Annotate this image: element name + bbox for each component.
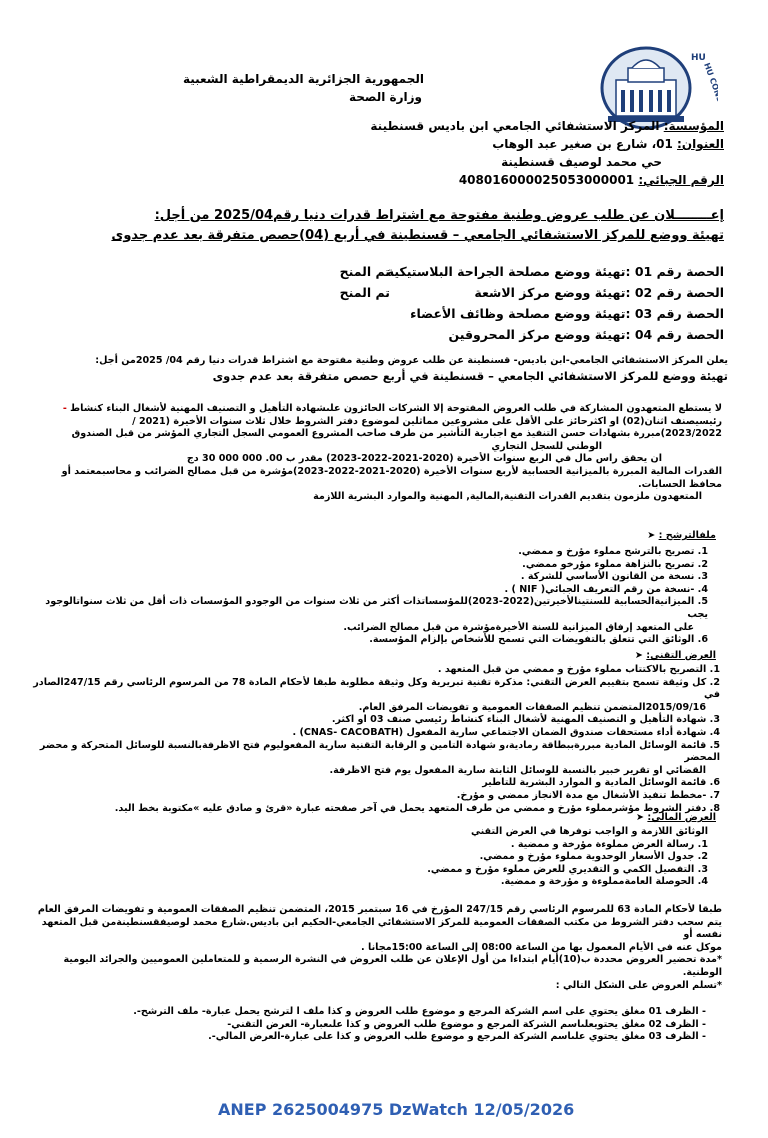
lot-label: الحصة رقم 01 :تهيئة ووضع مصلحة الجراحة البلاستيكية bbox=[386, 264, 724, 279]
list-item: 8. دفتر الشروط مؤشرمملوء مؤرخ و ممضي من طرف المتعهد يحمل في آخر صفحته عبارة «قرئ و صادق عليه »مكتوبة بخط اليد. bbox=[114, 802, 720, 814]
announce-line1: يعلن المركز الاستشفائي الجامعي-ابن باديس- قسنطينة عن طلب عروض وطنية مفتوحة مع اشتراط قدرات دنيا رقم 04/ 2025من أجل: bbox=[95, 355, 728, 366]
address-value: 01، شارع بن صغير عبد الوهاب bbox=[492, 137, 673, 151]
notice-subtitle: تهيئة ووضع للمركز الاستشفائي الجامعي – قسنطينة في أربع (04)حصص متفرقة بعد عدم جدوى bbox=[111, 228, 724, 243]
closing-block bbox=[22, 904, 722, 992]
footer-reference: ANEP 2625004975 DzWatch 12/05/2026 bbox=[218, 1100, 575, 1119]
closing-line: موكل عنه في الأيام المعمول بها من الساعة 08:00 إلى الساعة 15:00مجانا . bbox=[360, 941, 722, 953]
announce-line2: تهيئة ووضع للمركز الاستشفائي الجامعي – قسنطينة في أربع حصص متفرقة بعد عدم جدوى bbox=[212, 369, 728, 383]
conditions-block bbox=[22, 403, 722, 504]
lot-item bbox=[224, 264, 724, 279]
financial-intro: الوثائق اللازمة و الواجب توفرها في العرض التقني bbox=[470, 826, 708, 837]
list-item-cont: على المتعهد إرفاق الميزانية للسنة الأخيرةمؤشرة من قبل مصالح الضرائب. bbox=[343, 621, 694, 633]
address-label: العنوان: bbox=[677, 137, 724, 151]
condition-line: ان يحقق راس مال في الربع سنوات الأخيرة (2020-2021-2022-2023) مقدر ب 00. 000 000 30 دج bbox=[186, 453, 662, 465]
tax-label: الرقم الجبائي: bbox=[638, 173, 724, 187]
condition-line: محافظ الحسابات. bbox=[637, 478, 722, 490]
lot-label: الحصة رقم 02 :تهيئة ووضع مركز الاشعة bbox=[474, 285, 724, 300]
list-item: 3. التفصيل الكمي و التقديري للعرض مملوء مؤرخ و ممضي. bbox=[427, 863, 708, 875]
condition-line: لا يستطع المتعهدون المشاركة في طلب العروض المفتوحة إلا الشركات الحائزون علىشهادة التأهيل و التصنيف المهنية لأشغال البناء كنشاط - bbox=[62, 403, 722, 414]
institution-label: المؤسسة: bbox=[663, 119, 724, 133]
condition-line: الوطني للسجل التجاري bbox=[491, 440, 602, 452]
tax-value: 408016000025053000001 bbox=[458, 173, 635, 187]
notice-title: إعــــــــلان عن طلب عروض وطنية مفتوحة مع اشتراط قدرات دنيا رقم2025/04 من أجل: bbox=[154, 208, 724, 223]
list-item: 5. قائمة الوسائل المادية مبررةببطاقة رمادية،و شهادة التامين و الرقابة التقنية سارية المفعوليوم فتح الاظرفةبالنسبة للوسائل المتحركة و محضر المحضر bbox=[39, 739, 720, 764]
list-item: 6. الوثائق التي تتعلق بالتفويضات التي تسمح للأشخاص بإلزام المؤسسة. bbox=[369, 634, 708, 646]
list-item-cont: 2015/09/16المتضمن تنظيم الصفقات العمومية و تفويضات المرفق العام. bbox=[358, 701, 706, 713]
lot-item bbox=[224, 285, 724, 300]
condition-line: القدرات المالية المبررة بالميزانية الحسابية لأربع سنوات الأخيرة (2020-2021-2022-2023)مؤشرة من قبل مصالح الضرائب و محاسبمعتمد أو bbox=[61, 465, 722, 477]
address-line bbox=[24, 136, 724, 153]
lot-status: تم المنح bbox=[339, 264, 390, 279]
list-item: 2. جدول الأسعار الوحدوية مملوء مؤرخ و ممضي. bbox=[479, 851, 708, 863]
envelopes-list bbox=[26, 1006, 706, 1044]
envelope-item: - الظرف 03 مغلق يحتوي علىاسم الشركة المرجع و موضوع طلب العروض و كذا على عبارة-العرض المالي-. bbox=[208, 1031, 706, 1043]
republic-name: الجمهورية الجزائرية الديمقراطية الشعبية bbox=[182, 72, 424, 86]
institution-value: المركز الاستشفائي الجامعي ابن باديس قسنطينة bbox=[370, 119, 660, 133]
list-item-cont: القضائي او تقرير خبير بالنسبة للوسائل الثابتة سارية المفعول يوم فتح الاظرفة. bbox=[329, 764, 706, 776]
financial-list bbox=[28, 826, 708, 889]
ministry-name: وزارة الصحة bbox=[348, 90, 422, 104]
condition-line: 2023/2022)مبررة بشهادات حسن التنفيذ مع اجبارية التأشير من طرف صاحب المشروع العمومي السجل التجاري المؤشر من قبل الصندوق bbox=[71, 428, 722, 440]
condition-line: المتعهدون ملزمون بتقديم القدرات التقنية,المالية, المهنية والموارد البشرية اللازمة bbox=[313, 491, 702, 503]
candidature-heading: ملفالترشح : ➤ bbox=[647, 530, 716, 541]
lot-label: الحصة رقم 04 :تهيئة ووضع مركز المحروقين bbox=[448, 327, 724, 342]
condition-line: رئيسيصنف اثنان(02) او اكثرحائز على الأقل على مشروعين مماثلين لموضوع دفتر الشروط خلال ثلاث سنوات الأخيرة (2021 / bbox=[132, 415, 722, 427]
lot-status: تم المنح bbox=[339, 285, 390, 300]
list-item: 2. تصريح بالنزاهة مملوء مؤرخو ممضي. bbox=[522, 558, 708, 570]
candidature-list bbox=[28, 546, 708, 647]
list-item: 3. شهادة التأهيل و التصنيف المهنية لأشغال البناء كنشاط رئيسي صنف 03 او اكثر. bbox=[331, 714, 720, 726]
address-line2: حي محمد لوصيف قسنطينة bbox=[501, 155, 662, 169]
lot-item bbox=[224, 306, 724, 321]
closing-line: *مدة تحضير العروض محددة ب(10)أيام ابتداءا من أول الإعلان عن طلب العروض في النشرة الرسمية و للمتعاملين العموميين والجرائد اليومية bbox=[63, 954, 722, 966]
list-item: 1. تصريح بالترشح مملوء مؤرخ و ممضي. bbox=[518, 546, 708, 557]
list-item: 1. التصريح بالاكتتاب مملوء مؤرخ و ممضي من قبل المتعهد . bbox=[437, 664, 720, 675]
closing-line: طبقا لأحكام المادة 63 للمرسوم الرئاسي رقم 247/15 المؤرخ في 16 سبتمبر 2015، المتضمن تنظيم الصفقات العمومية و تفويضات المرفق العام bbox=[37, 904, 722, 915]
list-item: 4. -نسخة من رقم التعريف الجبائي( NIF ) . bbox=[504, 583, 708, 595]
lot-item bbox=[224, 327, 724, 342]
technical-list bbox=[30, 664, 720, 815]
closing-line: يتم سحب دفتر الشروط من مكتب الصفقات العمومية للمركز الاستشفائي الجامعي-الحكيم ابن باديس.شارع محمد لوصيفقسنطينةمن قبل المتعهد نفسه أو bbox=[41, 916, 722, 941]
technical-heading: العرض التقني: ➤ bbox=[634, 650, 716, 661]
envelope-item: - الظرف 02 مغلق يحتويعلىاسم الشركة المرجع و موضوع طلب العروض و كذا علىعبارة- العرض التقني- bbox=[227, 1018, 706, 1030]
list-item: 7. -مخطط تنفيذ الأشغال مع مدة الانجاز ممضي و مؤرخ. bbox=[456, 789, 720, 801]
financial-heading: العرض المالي: ➤ bbox=[636, 812, 716, 823]
list-item: 2. كل وثيقة تسمح بتقييم العرض التقني: مذكرة تقنية تبريرية وكل وثيقة مطلوبة طبقا لأحكام المادة 78 من المرسوم الرئاسي رقم 247/15الصادر في bbox=[33, 676, 720, 701]
envelope-item: - الظرف 01 مغلق يحتوي على اسم الشركة المرجع و موضوع طلب العروض و كذا ملف ا لترشح يحمل عبارة- ملف الترشح-. bbox=[133, 1006, 706, 1017]
closing-line: *تسلم العروض على الشكل التالي : bbox=[555, 979, 722, 991]
svg-text:HU CONSTANTINE: HU CONSTANTINE bbox=[702, 61, 718, 132]
institution-line bbox=[24, 118, 724, 135]
lot-label: الحصة رقم 03 :تهيئة ووضع مصلحة وظائف الأعضاء bbox=[410, 306, 724, 321]
list-item: 1. رسالة العرض مملوءة مؤرخة و ممضية . bbox=[510, 838, 708, 850]
closing-line: الوطنية. bbox=[682, 966, 722, 978]
tax-line bbox=[24, 172, 724, 189]
list-item: 4. الحوصلة العامةمملوءة و مؤرخة و ممضية. bbox=[500, 876, 708, 888]
svg-text:HU: HU bbox=[691, 53, 706, 63]
list-item: 6. قائمة الوسائل المادية و الموارد البشرية للتاطير bbox=[482, 777, 720, 789]
list-item: 4. شهادة أداء مستحقات صندوق الضمان الاجتماعي سارية المفعول (CNAS- CACOBATH) . bbox=[292, 726, 720, 738]
list-item: 5. الميزانيةالحسابية للسنتينالأخيرتين(2022-2023)للمؤسساتذات أكثر من ثلاث سنوات من الوجودو المؤسسات ذات أقل من ثلاث سنواتالوجود يجب bbox=[45, 596, 708, 620]
list-item: 3. نسخة من القانون الأساسي للشركة . bbox=[520, 571, 708, 583]
